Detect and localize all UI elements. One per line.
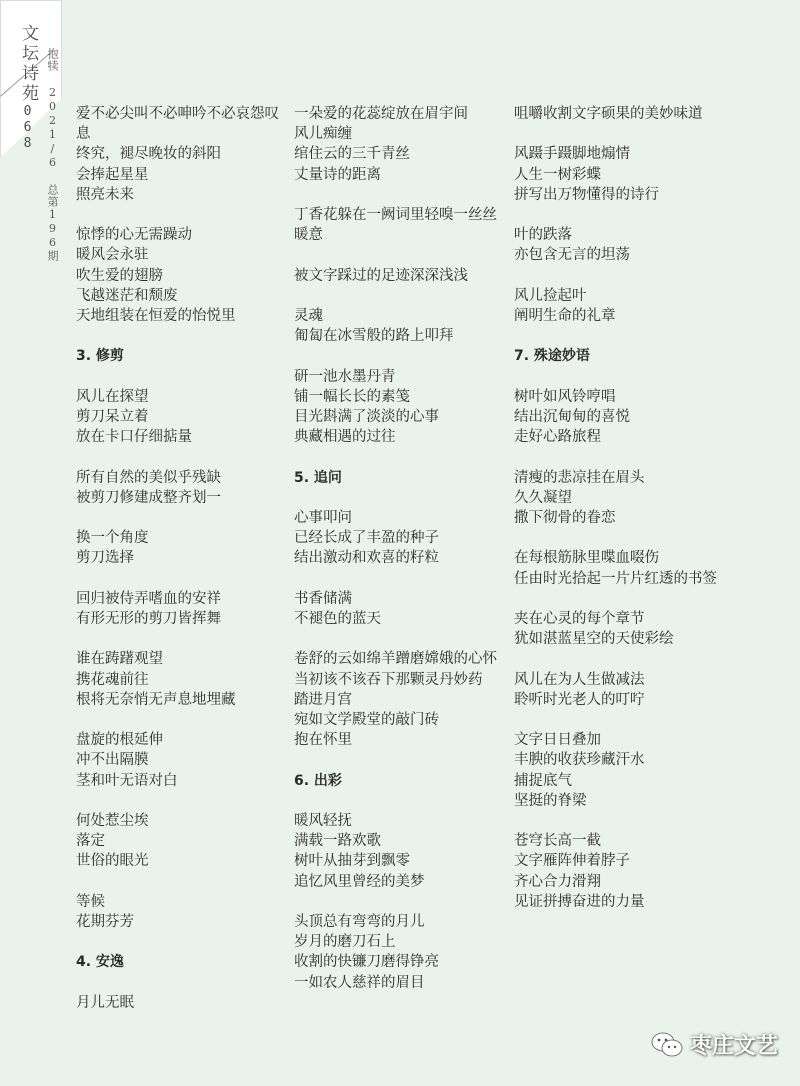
stanza-gap bbox=[514, 326, 724, 346]
stanza-gap bbox=[294, 629, 500, 649]
poem-line: 风儿在探望 bbox=[76, 388, 149, 405]
poem-line: 根将无奈悄无声息地埋藏 bbox=[76, 691, 236, 708]
stanza-gap bbox=[514, 649, 724, 669]
stanza-gap bbox=[514, 710, 724, 730]
stanza-gap bbox=[514, 589, 724, 609]
stanza-gap bbox=[514, 367, 724, 387]
poem-line: 茎和叶无语对白 bbox=[76, 772, 178, 789]
poem-line: 夹在心灵的每个章节 bbox=[514, 610, 645, 627]
poem-line: 树叶从抽芽到飘零 bbox=[294, 853, 410, 870]
poem-line: 拼写出万物懂得的诗行 bbox=[514, 186, 659, 203]
stanza-gap bbox=[294, 447, 500, 467]
poem-column-1 bbox=[76, 104, 281, 1013]
poem-line: 世俗的眼光 bbox=[76, 853, 149, 870]
poem-line: 暖风轻抚 bbox=[294, 812, 352, 829]
section-heading: 6. 出彩 bbox=[294, 772, 342, 789]
poem-line: 风儿捡起叶 bbox=[514, 287, 587, 304]
poem-line: 久久凝望 bbox=[514, 489, 572, 506]
issue-info: 抱犊 2021/6 总第196期 bbox=[46, 48, 59, 262]
poem-line: 谁在踌躇观望 bbox=[76, 651, 163, 668]
poem-line: 齐心合力滑翔 bbox=[514, 873, 601, 890]
stanza-gap bbox=[294, 245, 500, 265]
stanza-gap bbox=[514, 447, 724, 467]
poem-line: 叶的跌落 bbox=[514, 227, 572, 244]
watermark-text: 枣庄文艺 bbox=[689, 1034, 778, 1059]
poem-line: 匍匐在冰雪般的路上叩拜 bbox=[294, 328, 454, 345]
stanza-gap bbox=[514, 266, 724, 286]
stanza-gap bbox=[76, 932, 281, 952]
section-heading: 3. 修剪 bbox=[76, 348, 124, 365]
poem-line: 爱不必尖叫不必呻吟不必哀怨叹息 bbox=[76, 106, 279, 143]
poem-line: 当初该不该吞下那颗灵丹妙药 bbox=[294, 671, 483, 688]
poem-line: 走好心路旅程 bbox=[514, 429, 601, 446]
poem-line: 踏进月宫 bbox=[294, 691, 352, 708]
poem-line: 等候 bbox=[76, 893, 105, 910]
stanza-gap bbox=[294, 791, 500, 811]
poem-line: 被文字踩过的足迹深深浅浅 bbox=[294, 267, 468, 284]
poem-line: 何处惹尘埃 bbox=[76, 812, 149, 829]
poem-line: 一如农人慈祥的眉目 bbox=[294, 974, 425, 991]
stanza-gap bbox=[294, 346, 500, 366]
poem-line: 卷舒的云如绵羊蹭磨嫦娥的心怀 bbox=[294, 651, 497, 668]
poem-line: 典藏相遇的过往 bbox=[294, 429, 396, 446]
poem-line: 不褪色的蓝天 bbox=[294, 610, 381, 627]
stanza-gap bbox=[294, 750, 500, 770]
poem-line: 岁月的磨刀石上 bbox=[294, 934, 396, 951]
poem-line: 满载一路欢歌 bbox=[294, 833, 381, 850]
stanza-gap bbox=[76, 710, 281, 730]
poem-line: 飞越迷茫和颓废 bbox=[76, 287, 178, 304]
section-heading: 7. 殊途妙语 bbox=[514, 348, 590, 365]
stanza-gap bbox=[76, 973, 281, 993]
stanza-gap bbox=[76, 791, 281, 811]
stanza-gap bbox=[514, 528, 724, 548]
poem-line: 犹如湛蓝星空的天使彩绘 bbox=[514, 631, 674, 648]
poem-line: 文字日日叠加 bbox=[514, 732, 601, 749]
section-heading: 5. 追问 bbox=[294, 469, 342, 486]
poem-line: 结出激动和欢喜的籽粒 bbox=[294, 550, 439, 567]
stanza-gap bbox=[294, 185, 500, 205]
section-heading: 4. 安逸 bbox=[76, 954, 124, 971]
stanza-gap bbox=[514, 124, 724, 144]
stanza-gap bbox=[76, 629, 281, 649]
poem-line: 已经长成了丰盈的种子 bbox=[294, 530, 439, 547]
poem-line: 心事叩问 bbox=[294, 509, 352, 526]
stanza-gap bbox=[76, 367, 281, 387]
poem-line: 风儿在为人生做减法 bbox=[514, 671, 645, 688]
stanza-gap bbox=[294, 286, 500, 306]
poem-line: 灵魂 bbox=[294, 307, 323, 324]
poem-line: 捕捉底气 bbox=[514, 772, 572, 789]
poem-line: 收割的快镰刀磨得铮亮 bbox=[294, 954, 439, 971]
poem-line: 落定 bbox=[76, 833, 105, 850]
poem-line: 剪刀选择 bbox=[76, 550, 134, 567]
poem-line: 文字雁阵伸着脖子 bbox=[514, 853, 630, 870]
poem-line: 撒下彻骨的眷恋 bbox=[514, 509, 616, 526]
poem-line: 被剪刀修建成整齐划一 bbox=[76, 489, 221, 506]
poem-line: 苍穹长高一截 bbox=[514, 833, 601, 850]
poem-line: 任由时光拾起一片片红透的书签 bbox=[514, 570, 717, 587]
stanza-gap bbox=[76, 569, 281, 589]
poem-column-2 bbox=[294, 104, 500, 993]
poem-line: 聆听时光老人的叮咛 bbox=[514, 691, 645, 708]
poem-line: 清瘦的悲凉挂在眉头 bbox=[514, 469, 645, 486]
stanza-gap bbox=[76, 872, 281, 892]
poem-line: 终究，褪尽晚妆的斜阳 bbox=[76, 146, 221, 163]
poem-line: 换一个角度 bbox=[76, 530, 149, 547]
poem-line: 天地组装在恒爱的怡悦里 bbox=[76, 308, 236, 325]
poem-line: 照亮未来 bbox=[76, 186, 134, 203]
poem-line: 头顶总有弯弯的月儿 bbox=[294, 913, 425, 930]
stanza-gap bbox=[76, 205, 281, 225]
page-number: 068 bbox=[20, 104, 35, 152]
poem-line: 宛如文学殿堂的敲门砖 bbox=[294, 711, 439, 728]
poem-line: 追忆风里曾经的美梦 bbox=[294, 873, 425, 890]
poem-line: 吹生爱的翅膀 bbox=[76, 267, 163, 284]
stanza-gap bbox=[76, 326, 281, 346]
poem-line: 目光斟满了淡淡的心事 bbox=[294, 408, 439, 425]
stanza-gap bbox=[76, 447, 281, 467]
poem-line: 坚挺的脊梁 bbox=[514, 792, 587, 809]
poem-line: 见证拼搏奋进的力量 bbox=[514, 893, 645, 910]
stanza-gap bbox=[294, 569, 500, 589]
stanza-gap bbox=[294, 488, 500, 508]
poem-line: 亦包含无言的坦荡 bbox=[514, 247, 630, 264]
poem-line: 树叶如风铃哼唱 bbox=[514, 388, 616, 405]
poem-line: 暖风会永驻 bbox=[76, 247, 149, 264]
poem-line: 在每根筋脉里喋血啜伤 bbox=[514, 550, 659, 567]
poem-line: 冲不出隔膜 bbox=[76, 752, 149, 769]
poem-line: 一朵爱的花蕊绽放在眉宇间 bbox=[294, 106, 468, 122]
poem-line: 阐明生命的礼章 bbox=[514, 307, 616, 324]
poem-line: 人生一树彩蝶 bbox=[514, 166, 601, 183]
poem-line: 丰腴的收获珍藏汗水 bbox=[514, 752, 645, 769]
poem-line: 月儿无眠 bbox=[76, 994, 134, 1011]
poem-line: 携花魂前往 bbox=[76, 671, 149, 688]
poem-line: 放在卡口仔细掂量 bbox=[76, 429, 192, 446]
poem-line: 盘旋的根延伸 bbox=[76, 732, 163, 749]
poem-line: 回归被侍弄嗜血的安祥 bbox=[76, 590, 221, 607]
wechat-icon bbox=[650, 1031, 684, 1059]
poem-line: 有形无形的剪刀皆挥舞 bbox=[76, 610, 221, 627]
poem-line: 风儿痴缠 bbox=[294, 126, 352, 143]
poem-line: 花期芬芳 bbox=[76, 913, 134, 930]
poem-column-3 bbox=[514, 104, 724, 912]
stanza-gap bbox=[76, 508, 281, 528]
poem-line: 风蹑手蹑脚地煽情 bbox=[514, 146, 630, 163]
stanza-gap bbox=[514, 811, 724, 831]
poem-line: 咀嚼收割文字硕果的美妙味道 bbox=[514, 106, 703, 122]
poem-line: 抱在怀里 bbox=[294, 732, 352, 749]
watermark bbox=[650, 1029, 778, 1060]
poem-line: 丁香花躲在一阙词里轻嗅一丝丝暖意 bbox=[294, 207, 497, 244]
poem-line: 铺一幅长长的素笺 bbox=[294, 388, 410, 405]
section-name: 文坛诗苑 bbox=[18, 24, 38, 104]
stanza-gap bbox=[514, 205, 724, 225]
poem-line: 研一池水墨丹青 bbox=[294, 368, 396, 385]
stanza-gap bbox=[294, 892, 500, 912]
poem-line: 绾住云的三千青丝 bbox=[294, 146, 410, 163]
poem-line: 书香储满 bbox=[294, 590, 352, 607]
poem-line: 剪刀呆立着 bbox=[76, 409, 149, 425]
poem-line: 惊悸的心无需躁动 bbox=[76, 227, 192, 244]
poem-line: 所有自然的美似乎残缺 bbox=[76, 469, 221, 486]
poem-line: 结出沉甸甸的喜悦 bbox=[514, 408, 630, 425]
poem-line: 丈量诗的距离 bbox=[294, 166, 381, 183]
poem-line: 会捧起星星 bbox=[76, 166, 149, 183]
